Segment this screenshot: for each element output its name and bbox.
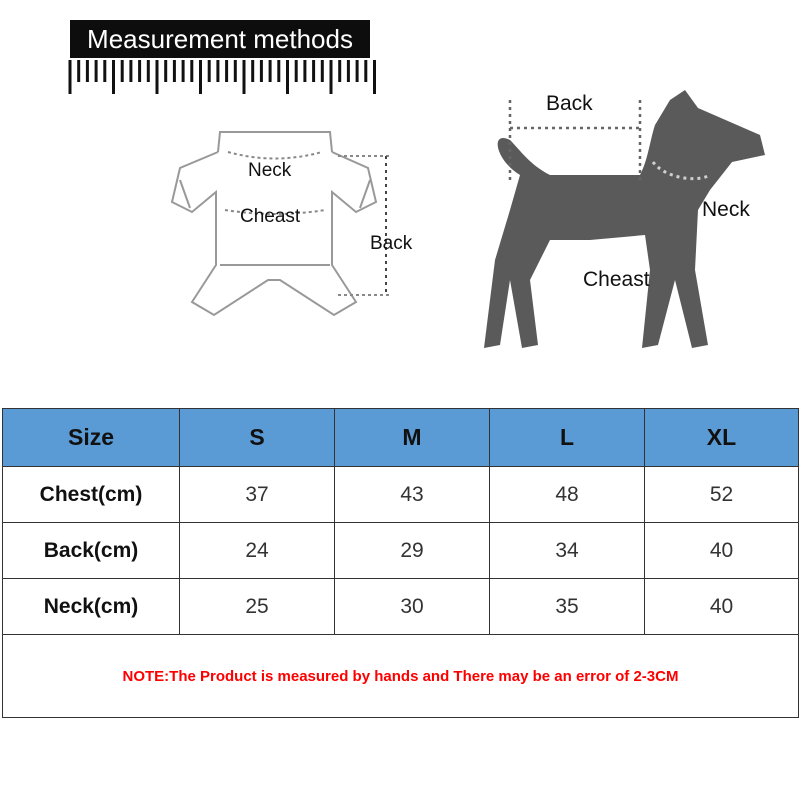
table-cell: 52 — [645, 467, 799, 523]
table-cell: 48 — [490, 467, 645, 523]
table-cell: 25 — [180, 579, 335, 635]
dog-silhouette-icon — [470, 80, 780, 380]
ruler-icon — [66, 58, 386, 100]
table-note-row — [3, 635, 799, 718]
table-cell: 43 — [335, 467, 490, 523]
dog-neck-label: Neck — [702, 198, 750, 221]
table-cell: 40 — [645, 523, 799, 579]
header-xl: XL — [645, 409, 799, 467]
size-chart-table — [2, 408, 799, 718]
table-cell: 24 — [180, 523, 335, 579]
measurement-note: NOTE:The Product is measured by hands and There may be an error of 2-3CM — [3, 635, 799, 718]
header-m: M — [335, 409, 490, 467]
row-label-neck: Neck(cm) — [3, 579, 180, 635]
table-row-back — [3, 523, 799, 579]
table-cell: 35 — [490, 579, 645, 635]
header-l: L — [490, 409, 645, 467]
measurement-methods-banner: Measurement methods — [70, 20, 370, 58]
garment-neck-label: Neck — [248, 160, 292, 181]
table-cell: 29 — [335, 523, 490, 579]
table-cell: 40 — [645, 579, 799, 635]
table-cell: 34 — [490, 523, 645, 579]
dog-chest-label: Cheast — [583, 268, 650, 291]
row-label-chest: Chest(cm) — [3, 467, 180, 523]
garment-chest-label: Cheast — [240, 206, 301, 227]
table-cell: 30 — [335, 579, 490, 635]
table-header-row — [3, 409, 799, 467]
table-row-chest — [3, 467, 799, 523]
table-row-neck — [3, 579, 799, 635]
header-s: S — [180, 409, 335, 467]
row-label-back: Back(cm) — [3, 523, 180, 579]
dog-back-label: Back — [546, 92, 593, 115]
table-cell: 37 — [180, 467, 335, 523]
garment-back-label: Back — [370, 233, 413, 254]
header-size: Size — [3, 409, 180, 467]
garment-diagram — [150, 110, 400, 350]
